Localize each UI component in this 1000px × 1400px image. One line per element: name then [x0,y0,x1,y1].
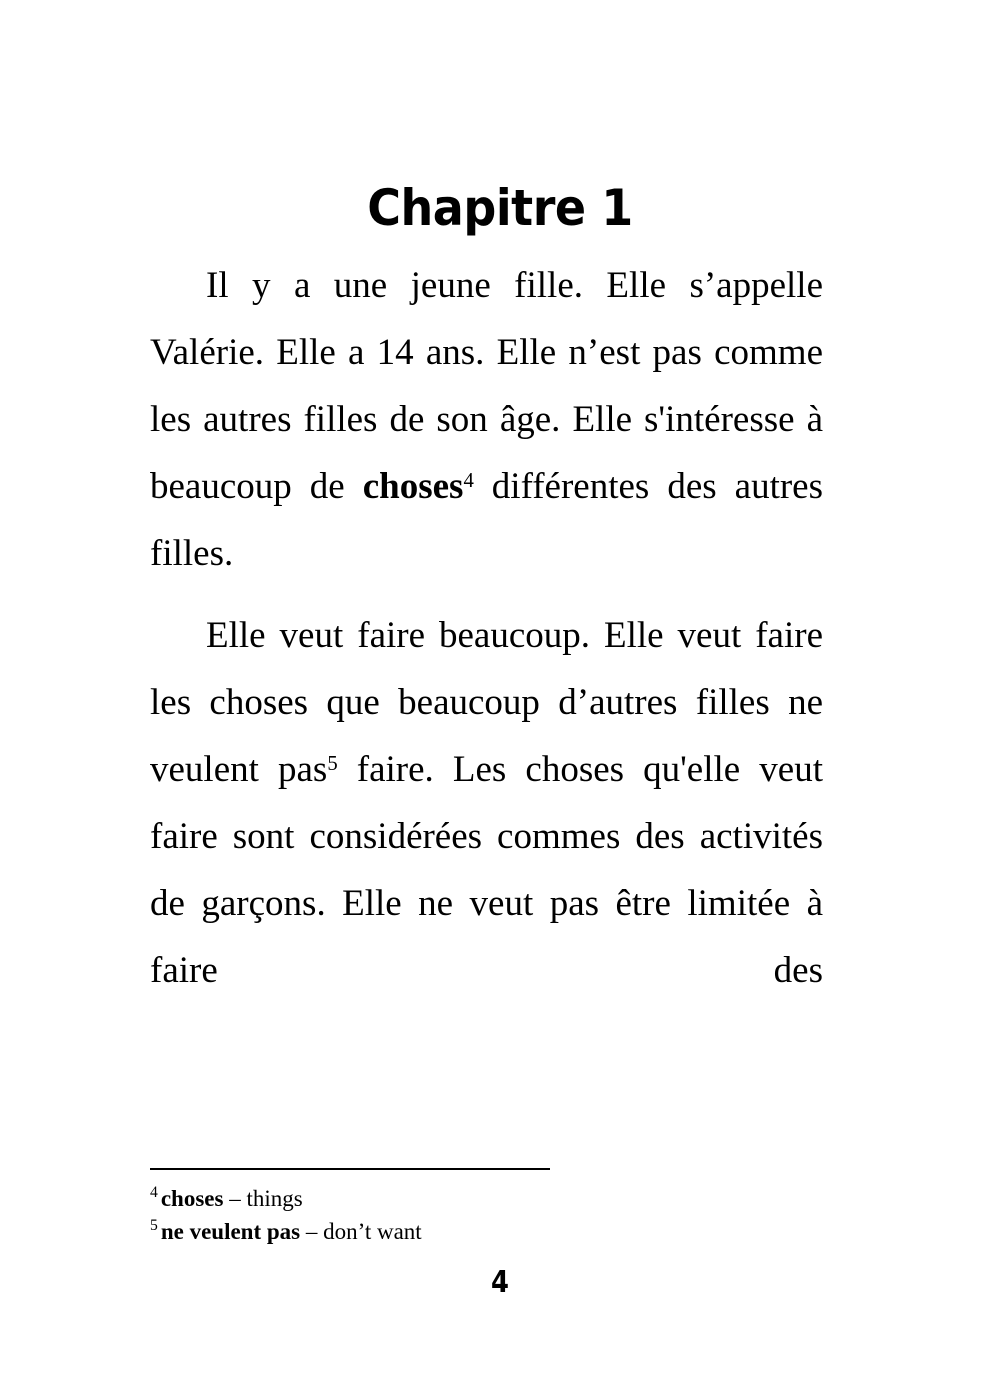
footnote-term: ne veulent pas [160,1219,301,1244]
footnote-separator-rule [150,1168,550,1170]
paragraph: Il y a une jeune fille. Elle s’appelle Valérie. Elle a 14 ans. Elle n’est pas comme les autres filles de son âge. Elle s'intéresse à beaucoup de choses$^4$ différentes des autres filles. [150,265,823,574]
body-text-column [150,252,823,1004]
footnote-reference[interactable]: 5 [327,753,338,776]
footnote-term: choses [160,1186,224,1211]
footnote-separator: – [300,1219,324,1244]
footnote-number: 5 [150,1217,158,1235]
paragraph: Elle veut faire beaucoup. Elle veut faire les choses que beaucoup d’autres filles ne veulent pas$^5$ faire. Les choses qu'elle veut faire sont considérées commes des activités de garçons. Elle ne veut pas être limitée à faire des [150,615,823,991]
page-number: 4 [491,1265,509,1300]
footnote-gloss: things [246,1186,303,1211]
footnote-gloss: don’t want [323,1219,422,1244]
footnote-number: 4 [150,1184,158,1202]
footnote-reference[interactable]: 4 [463,470,474,493]
footnote-list [150,1182,850,1248]
footnote-item [150,1215,850,1248]
footnote-separator: – [223,1186,247,1211]
glossed-term: choses [362,466,464,507]
chapter-title: Chapitre 1 [367,178,633,237]
footnote-item [150,1182,850,1215]
